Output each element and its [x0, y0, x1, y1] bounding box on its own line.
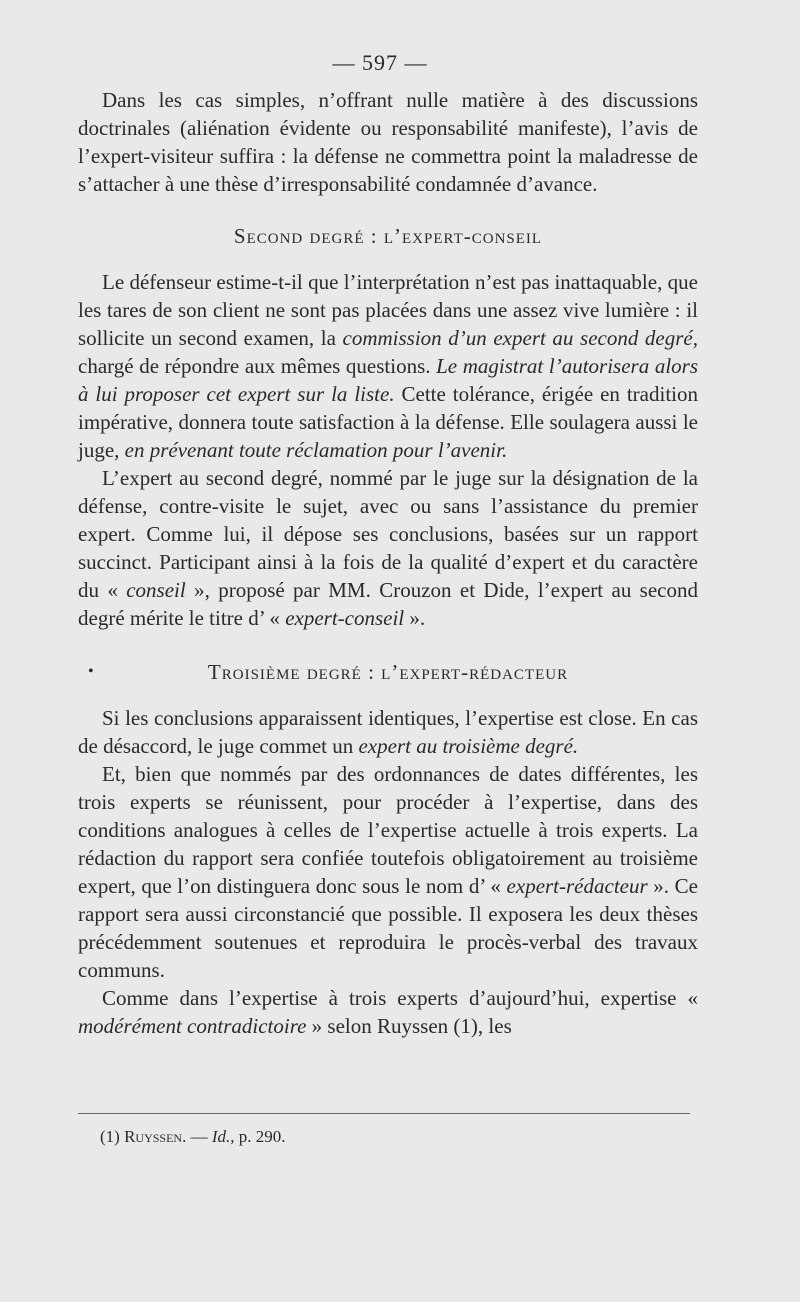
paragraph-1: Dans les cas simples, n’offrant nulle matière à des discussions doctrinales (aliénation évidente ou responsabilité manifeste), l’avis de l’expert-visiteur suffira : la défense ne commettra point la maladresse de s’attacher à une thèse d’irresponsabilité condamnée d’avance. — [78, 88, 698, 196]
section-heading-third-degree: • Troisième degré : l’expert-rédacteur — [88, 660, 569, 684]
section-heading-second-degree: Second degré : l’expert-conseil — [233, 224, 543, 248]
paragraph-2: Le défenseur estime-t-il que l’interprétation n’est pas inattaquable, que les tares de son client ne sont pas placées dans une assez vive lumière : il sollicite un second examen, la commission d’un expert au second degré, chargé de répondre aux mêmes questions. Le magistrat l’autorisera alors à lui proposer cet expert sur la liste. Cette tolérance, érigée en tradition impérative, donnera toute satisfaction à la défense. Elle soulagera aussi le juge, en prévenant toute réclamation pour l’avenir. — [78, 270, 699, 462]
footnote-divider — [78, 1113, 690, 1114]
paragraph-5: Et, bien que nommés par des ordonnances de dates différentes, les trois experts se réunissent, pour procéder à l’expertise, dans des conditions analogues à celles de l’expertise actuelle à trois experts. La rédaction du rapport sera confiée toutefois obligatoirement au troisième expert, que l’on distinguera donc sous le nom d’ « expert-rédacteur ». Ce rapport sera aussi circonstancié que possible. Il exposera les deux thèses précédemment soutenues et reproduira le procès-verbal des travaux communs. — [78, 762, 698, 982]
page-number: — 597 — — [332, 50, 428, 75]
paragraph-6: Comme dans l’expertise à trois experts d’aujourd’hui, expertise « modérément contradictoire » selon Ruyssen (1), les — [78, 986, 698, 1038]
footnote-author: Ruyssen. — [124, 1127, 187, 1146]
footnote: (1) Ruyssen. — Id., p. 290. — [100, 1127, 286, 1146]
paragraph-4: Si les conclusions apparaissent identiques, l’expertise est close. En cas de désaccord, le juge commet un expert au troisième degré. — [78, 706, 698, 758]
body-text — [78, 86, 698, 1040]
bullet-mark: • — [88, 663, 95, 680]
paragraph-3: L’expert au second degré, nommé par le juge sur la désignation de la défense, contre-visite le sujet, avec ou sans l’assistance du premier expert. Comme lui, il dépose ses conclusions, basées sur un rapport succinct. Participant ainsi à la fois de la qualité d’expert et du caractère du « conseil », proposé par MM. Crouzon et Dide, l’expert au second degré mérite le titre d’ « expert-conseil ». — [78, 466, 699, 630]
